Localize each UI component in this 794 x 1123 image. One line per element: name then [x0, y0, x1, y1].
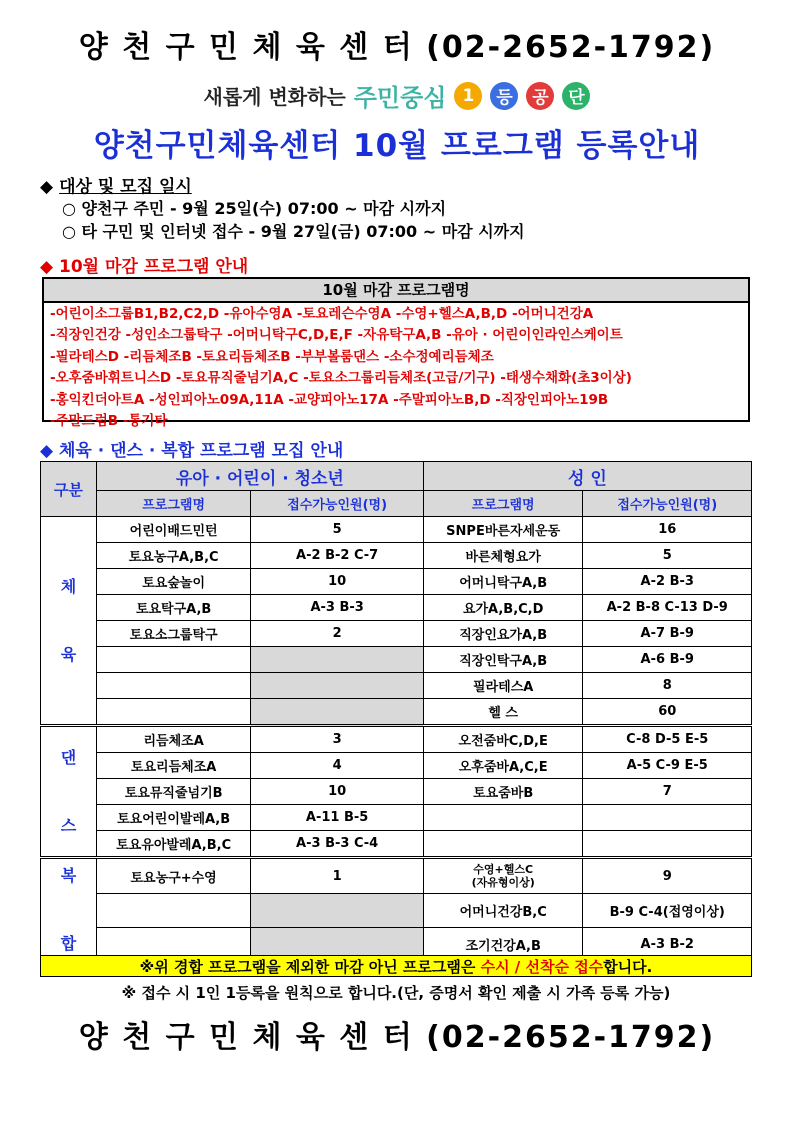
- section-recruit-heading-text: 체육 · 댄스 · 복합 프로그램 모집 안내: [59, 441, 344, 461]
- slogan-circle-2: 등: [490, 82, 518, 110]
- youth-program: [96, 699, 251, 726]
- youth-program: 토요농구A,B,C: [96, 543, 251, 569]
- category-cell: 댄 스: [41, 726, 97, 858]
- youth-capacity: 10: [251, 569, 423, 595]
- adult-capacity: [583, 805, 752, 831]
- table-row: [41, 726, 752, 753]
- table-row: [41, 831, 752, 858]
- table-row: [41, 699, 752, 726]
- adult-capacity: A-6 B-9: [583, 647, 752, 673]
- slogan-circle-4: 단: [562, 82, 590, 110]
- section-recruit-heading: [40, 436, 343, 461]
- notice-first-come-post: 합니다.: [603, 958, 653, 976]
- diamond-icon: ◆: [40, 177, 54, 197]
- adult-program: 조기건강A,B: [423, 928, 583, 962]
- youth-program: 토요탁구A,B: [96, 595, 251, 621]
- slogan-circle-1: 1: [454, 82, 482, 110]
- table-row: [41, 673, 752, 699]
- adult-capacity: A-7 B-9: [583, 621, 752, 647]
- col-program-adult: 프로그램명: [423, 491, 583, 517]
- youth-program: [96, 647, 251, 673]
- footer-title: 양 천 구 민 체 육 센 터 (02-2652-1792): [78, 1020, 716, 1055]
- table-row: [41, 595, 752, 621]
- closed-programs-line: -주말드럼B -통기타: [50, 413, 168, 430]
- youth-capacity: [251, 647, 423, 673]
- category-cell: 체 육: [41, 517, 97, 726]
- youth-program: 어린이배드민턴: [96, 517, 251, 543]
- table-row: [41, 753, 752, 779]
- section-target-heading: [40, 172, 192, 197]
- closed-programs-line: -어린이소그룹B1,B2,C2,D -유아수영A -토요레슨수영A -수영+헬스A,B,D -어머니건강A: [50, 306, 594, 322]
- youth-program: 토요리듬체조A: [96, 753, 251, 779]
- slogan: [0, 78, 794, 113]
- closed-programs-line: -필라테스D -리듬체조B -토요리듬체조B -부부볼룸댄스 -소수정예리듬체조: [50, 348, 494, 365]
- youth-program: 토요유아발레A,B,C: [96, 831, 251, 858]
- section-closed-heading-text: 10월 마감 프로그램 안내: [59, 257, 249, 277]
- table-row: [41, 647, 752, 673]
- youth-capacity: 5: [251, 517, 423, 543]
- diamond-icon: ◆: [40, 441, 59, 461]
- adult-capacity: 16: [583, 517, 752, 543]
- adult-program: 토요줌바B: [423, 779, 583, 805]
- adult-program: 어머니건강B,C: [423, 894, 583, 928]
- table-row: [41, 805, 752, 831]
- youth-program: [96, 894, 251, 928]
- adult-capacity: 7: [583, 779, 752, 805]
- adult-program: 요가A,B,C,D: [423, 595, 583, 621]
- adult-program: 오후줌바A,C,E: [423, 753, 583, 779]
- notice-first-come-highlight: 수시 / 선착순 접수: [480, 958, 604, 976]
- youth-program: [96, 673, 251, 699]
- adult-program: [423, 805, 583, 831]
- closed-programs-line: -직장인건강 -성인소그룹탁구 -어머니탁구C,D,E,F -자유탁구A,B -유아 · 어린이인라인스케이트: [50, 327, 623, 344]
- program-table: [40, 461, 752, 962]
- adult-capacity: A-3 B-2: [583, 928, 752, 962]
- adult-program: 어머니탁구A,B: [423, 569, 583, 595]
- adult-program: [423, 831, 583, 858]
- table-row: [41, 517, 752, 543]
- youth-capacity: 4: [251, 753, 423, 779]
- adult-program: 헬 스: [423, 699, 583, 726]
- adult-capacity: A-5 C-9 E-5: [583, 753, 752, 779]
- adult-program: 직장인요가A,B: [423, 621, 583, 647]
- youth-capacity: 2: [251, 621, 423, 647]
- col-capacity-adult: 접수가능인원(명): [583, 491, 752, 517]
- table-row: [41, 894, 752, 928]
- youth-program: 리듬체조A: [96, 726, 251, 753]
- adult-capacity: C-8 D-5 E-5: [583, 726, 752, 753]
- page-title: 양천구민체육센터 10월 프로그램 등록안내: [93, 128, 701, 164]
- closed-programs-box: [42, 277, 750, 430]
- slogan-text: 새롭게 변화하는: [203, 85, 346, 109]
- slogan-highlight: 주민중심: [353, 84, 447, 112]
- slogan-circle-3: 공: [526, 82, 554, 110]
- table-row: [41, 779, 752, 805]
- table-row: [41, 543, 752, 569]
- diamond-icon: ◆: [40, 257, 59, 277]
- col-capacity-youth: 접수가능인원(명): [251, 491, 423, 517]
- adult-capacity: 8: [583, 673, 752, 699]
- program-table-body: [41, 517, 752, 962]
- youth-program: 토요숲놀이: [96, 569, 251, 595]
- closed-programs-line: -홍익킨더아트A -성인피아노09A,11A -교양피아노17A -주말피아노B,D -직장인피아노19B: [50, 391, 609, 408]
- group-adult: 성 인: [423, 462, 751, 491]
- notice-one-registration: ※ 접수 시 1인 1등록을 원칙으로 합니다.(단, 증명서 확인 제출 시 가족 등록 가능): [121, 984, 671, 1002]
- adult-capacity: [583, 831, 752, 858]
- youth-program: 토요어린이발레A,B: [96, 805, 251, 831]
- youth-capacity: 3: [251, 726, 423, 753]
- youth-program: 토요뮤직줄넘기B: [96, 779, 251, 805]
- notice-first-come-pre: ※위 경합 프로그램을 제외한 마감 아닌 프로그램은: [139, 958, 481, 976]
- notice-first-come: [40, 955, 752, 977]
- adult-program: 오전줌바C,D,E: [423, 726, 583, 753]
- target-line-2: ○ 타 구민 및 인터넷 접수 - 9월 27일(금) 07:00 ~ 마감 시까지: [62, 222, 525, 241]
- section-target-heading-text: 대상 및 모집 일시: [59, 177, 192, 197]
- adult-program: 직장인탁구A,B: [423, 647, 583, 673]
- youth-capacity: [251, 894, 423, 928]
- adult-program: 수영+헬스C (자유형이상): [423, 858, 583, 894]
- closed-programs-box-title: 10월 마감 프로그램명: [44, 279, 748, 303]
- adult-program: 필라테스A: [423, 673, 583, 699]
- adult-capacity: A-2 B-3: [583, 569, 752, 595]
- adult-capacity: 60: [583, 699, 752, 726]
- table-row: [41, 621, 752, 647]
- youth-capacity: A-11 B-5: [251, 805, 423, 831]
- youth-capacity: 10: [251, 779, 423, 805]
- category-cell: 복 합: [41, 858, 97, 962]
- youth-program: 토요농구+수영: [96, 858, 251, 894]
- section-closed-heading: [40, 252, 248, 277]
- youth-capacity: A-2 B-2 C-7: [251, 543, 423, 569]
- adult-capacity: 5: [583, 543, 752, 569]
- header-title: 양 천 구 민 체 육 센 터 (02-2652-1792): [78, 30, 716, 65]
- target-line-1: ○ 양천구 주민 - 9월 25일(수) 07:00 ~ 마감 시까지: [62, 199, 447, 218]
- table-row: [41, 569, 752, 595]
- adult-program: SNPE바른자세운동: [423, 517, 583, 543]
- group-youth: 유아 · 어린이 · 청소년: [96, 462, 423, 491]
- adult-capacity: A-2 B-8 C-13 D-9: [583, 595, 752, 621]
- adult-capacity: B-9 C-4(접영이상): [583, 894, 752, 928]
- adult-program: 바른체형요가: [423, 543, 583, 569]
- youth-capacity: [251, 699, 423, 726]
- youth-capacity: 1: [251, 858, 423, 894]
- youth-capacity: A-3 B-3: [251, 595, 423, 621]
- col-gubun: 구분: [41, 462, 97, 517]
- youth-program: 토요소그룹탁구: [96, 621, 251, 647]
- col-program-youth: 프로그램명: [96, 491, 251, 517]
- closed-programs-line: -오후줌바휘트니스D -토요뮤직줄넘기A,C -토요소그룹리듬체조(고급/기구) -태생수채화(초3이상): [50, 370, 632, 387]
- youth-capacity: [251, 673, 423, 699]
- adult-capacity: 9: [583, 858, 752, 894]
- table-row: [41, 858, 752, 894]
- youth-capacity: A-3 B-3 C-4: [251, 831, 423, 858]
